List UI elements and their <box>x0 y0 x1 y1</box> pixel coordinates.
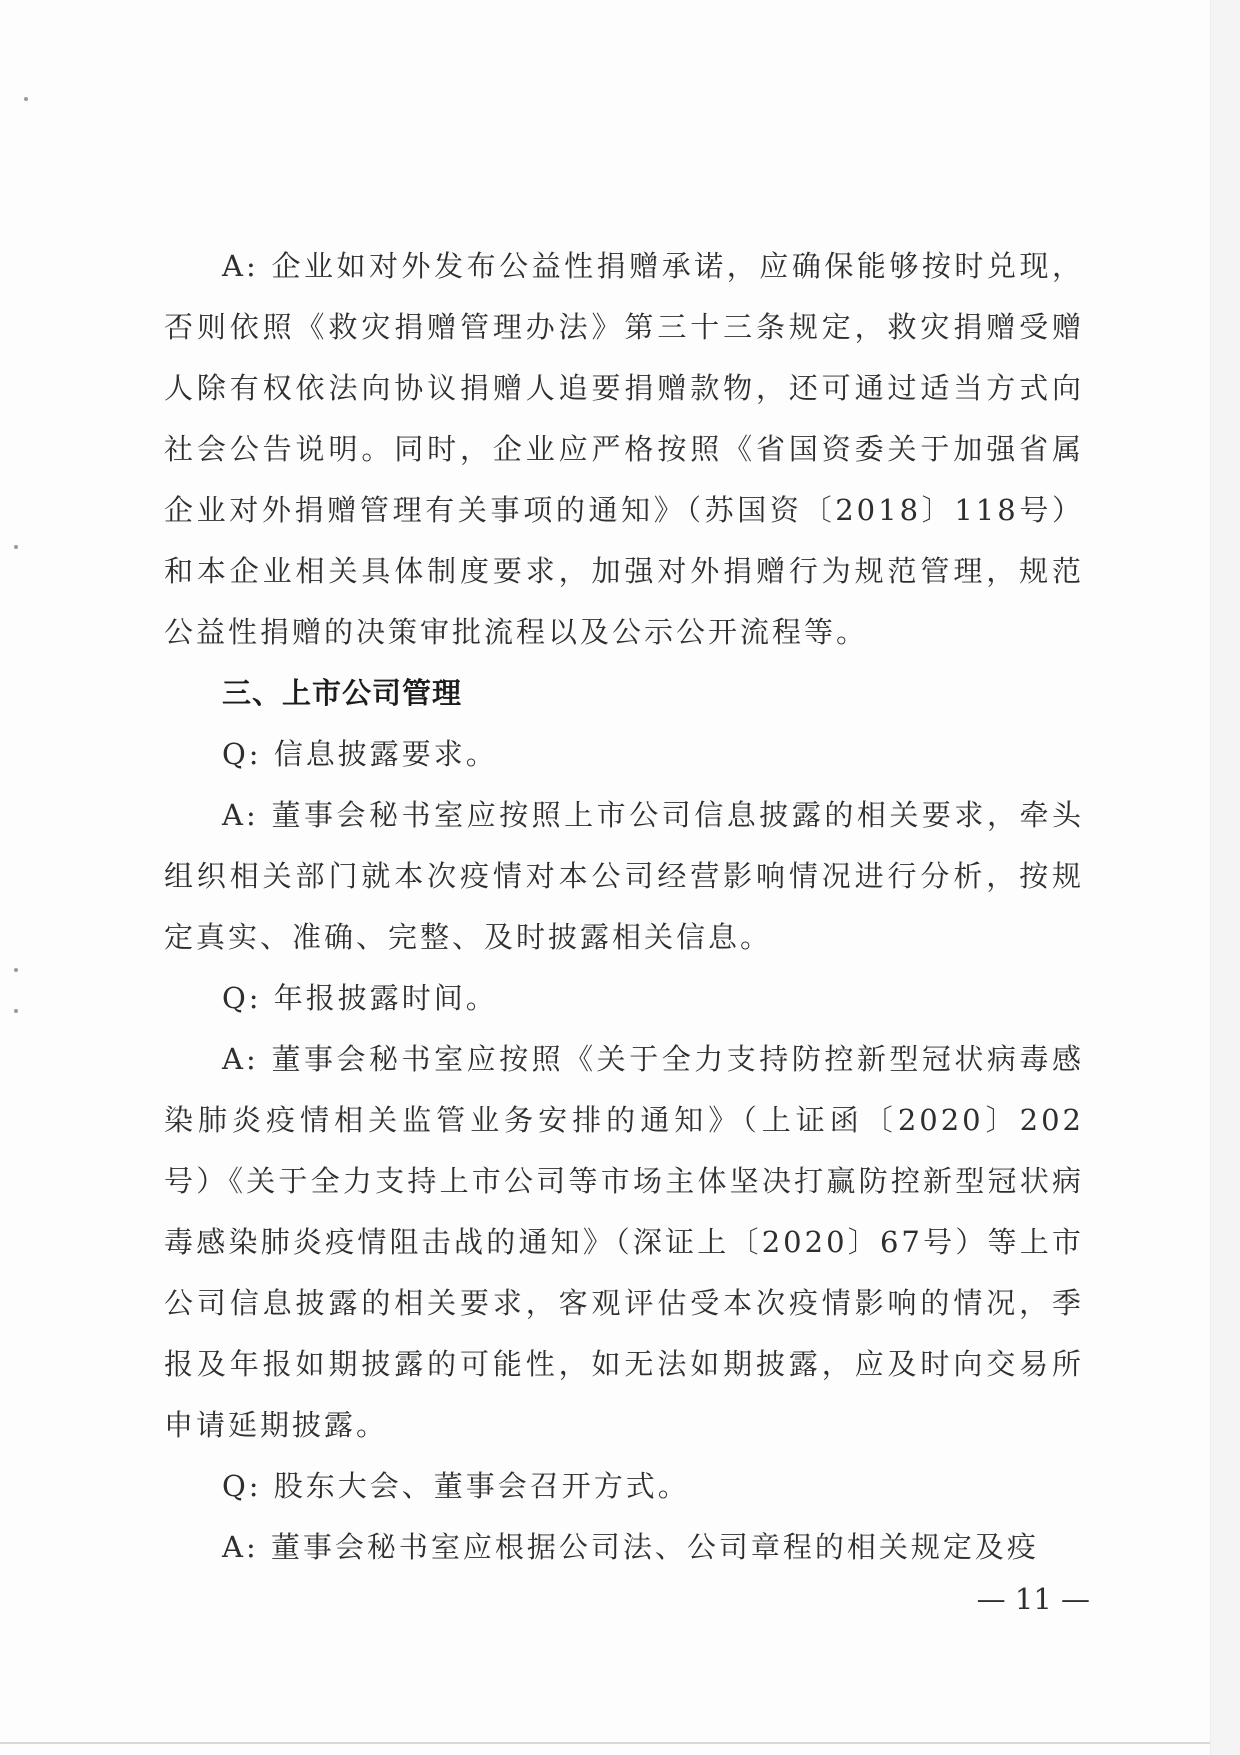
document-body <box>164 236 1084 1578</box>
page-number: — 11 — <box>976 1582 1090 1616</box>
page-edge-shadow <box>1210 0 1240 1755</box>
question-paragraph: Q: 股东大会、董事会召开方式。 <box>222 1469 690 1503</box>
scan-speck <box>14 968 18 972</box>
question-paragraph: Q: 信息披露要求。 <box>222 737 498 771</box>
answer-paragraph: A: 企业如对外发布公益性捐赠承诺，应确保能够按时兑现，否则依照《救灾捐赠管理办法》第三十三条规定，救灾捐赠受赠人除有权依法向协议捐赠人追要捐赠款物，还可通过适当方式向社会公告说明。同时，企业应严格按照《省国资委关于加强省属企业对外捐赠管理有关事项的通知》（苏国资〔2018〕118号）和本企业相关具体制度要求，加强对外捐赠行为规范管理，规范公益性捐赠的决策审批流程以及公示公开流程等。 <box>164 249 1084 649</box>
question-paragraph: Q: 年报披露时间。 <box>222 981 498 1015</box>
answer-paragraph: A: 董事会秘书室应按照《关于全力支持防控新型冠状病毒感染肺炎疫情相关监管业务安排的通知》（上证函〔2020〕202号）《关于全力支持上市公司等市场主体坚决打赢防控新型冠状病毒感染肺炎疫情阻击战的通知》（深证上〔2020〕67号）等上市公司信息披露的相关要求，客观评估受本次疫情影响的情况，季报及年报如期披露的可能性，如无法如期披露，应及时向交易所申请延期披露。 <box>164 1042 1084 1442</box>
scan-speck <box>24 97 28 101</box>
scan-speck <box>14 1009 18 1013</box>
answer-paragraph: A: 董事会秘书室应按照上市公司信息披露的相关要求，牵头组织相关部门就本次疫情对本公司经营影响情况进行分析，按规定真实、准确、完整、及时披露相关信息。 <box>164 798 1084 954</box>
scan-speck <box>14 545 18 549</box>
answer-paragraph: A: 董事会秘书室应根据公司法、公司章程的相关规定及疫 <box>222 1530 1039 1564</box>
section-heading: 三、上市公司管理 <box>222 676 463 710</box>
page-bottom-edge <box>0 1742 1210 1744</box>
